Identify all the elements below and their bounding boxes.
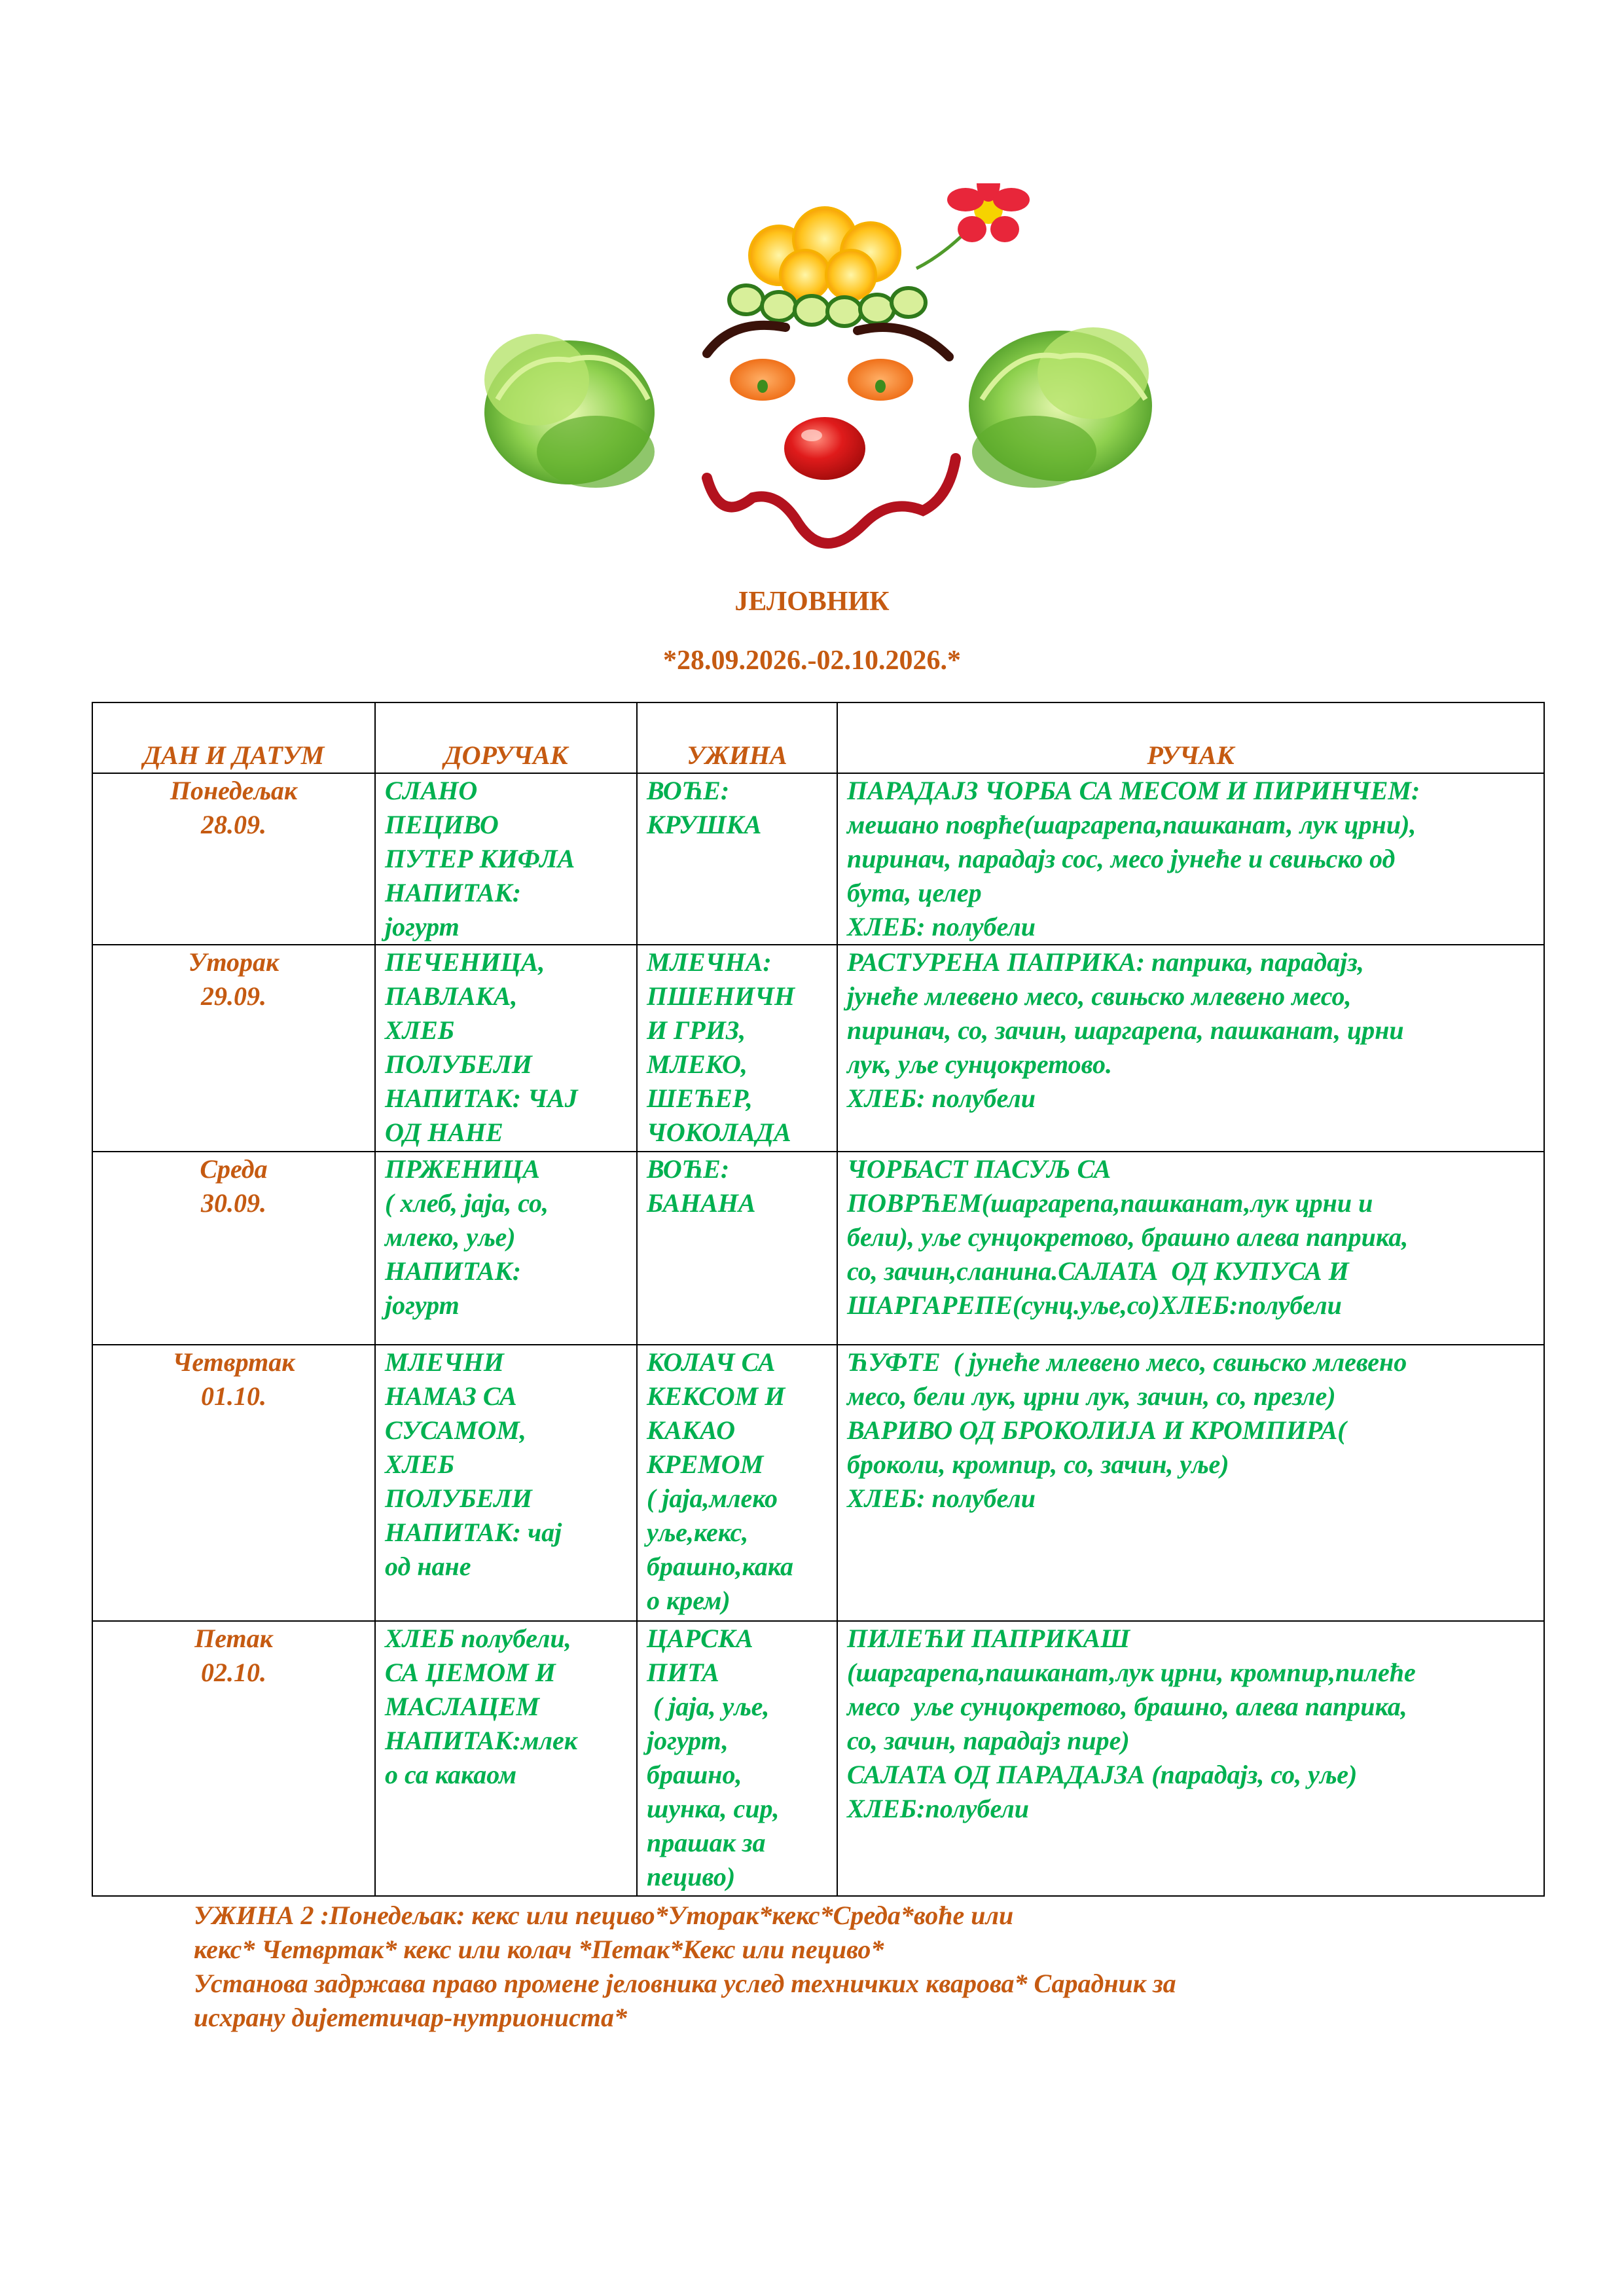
table-row — [92, 1152, 1544, 1345]
day-name: Понедељак — [170, 776, 298, 805]
lunch-line: ШАРГАРЕПЕ(сунц.уље,со)ХЛЕБ:полубели — [847, 1290, 1342, 1320]
breakfast-line: јогурт — [385, 912, 460, 941]
day-cell — [92, 773, 375, 945]
snack-line: ( јаја,млеко — [647, 1484, 778, 1513]
lunch-line: ПИЛЕЋИ ПАПРИКАШ — [847, 1624, 1130, 1653]
lunch-line: ВАРИВО ОД БРОКОЛИЈА И КРОМПИРА( — [847, 1415, 1346, 1445]
breakfast-line: ( хлеб, јаја, со, — [385, 1188, 549, 1218]
lunch-line: со, зачин,сланина.САЛАТА ОД КУПУСА И — [847, 1256, 1349, 1286]
snack-line: ЦАРСКА — [647, 1624, 753, 1653]
lunch-line: лук, уље сунцокретово. — [847, 1049, 1113, 1079]
note-line: УЖИНА 2 :Понедељак: кекс или пециво*Уторак*кекс*Среда*воће или — [194, 1901, 1014, 1930]
lunch-line: ХЛЕБ: полубели — [847, 912, 1036, 941]
breakfast-line: НАМАЗ СА — [385, 1381, 517, 1411]
snack-line: КРЕМОМ — [647, 1449, 764, 1479]
eyebrow-right-icon — [857, 327, 949, 357]
breakfast-cell — [375, 773, 637, 945]
lunch-line: месо, бели лук, црни лук, зачин, со, презле) — [847, 1381, 1336, 1411]
breakfast-line: ПОЛУБЕЛИ — [385, 1049, 532, 1079]
snack-line: ПШЕНИЧН — [647, 981, 795, 1011]
lunch-line: броколи, кромпир, со, зачин, уље) — [847, 1449, 1229, 1479]
table-row — [92, 945, 1544, 1152]
snack-line: ВОЋЕ: — [647, 776, 730, 805]
column-header-breakfast: ДОРУЧАК — [375, 702, 637, 773]
lettuce-right-icon — [969, 327, 1152, 488]
breakfast-line: ПЕЧЕНИЦА, — [385, 947, 545, 977]
menu-table — [92, 702, 1545, 1897]
lunch-cell — [837, 1152, 1544, 1345]
date-range: *28.09.2026.-02.10.2026.* — [663, 646, 961, 676]
lunch-line: ХЛЕБ:полубели — [847, 1794, 1030, 1823]
day-name: Четвртак — [172, 1347, 295, 1377]
day-name: Уторак — [188, 947, 280, 977]
breakfast-cell — [375, 945, 637, 1152]
breakfast-line: јогурт — [385, 1290, 460, 1320]
lunch-cell — [837, 1345, 1544, 1621]
breakfast-line: ПУТЕР КИФЛА — [385, 844, 575, 873]
column-header-lunch: РУЧАК — [837, 702, 1544, 773]
column-header-day: ДАН И ДАТУМ — [92, 702, 375, 773]
day-cell — [92, 1345, 375, 1621]
breakfast-line: СА ЏЕМОМ И — [385, 1658, 556, 1687]
breakfast-line: НАПИТАК: ЧАЈ — [385, 1084, 578, 1113]
lunch-line: ЋУФТЕ ( јунеће млевено месо, свињско млевено — [847, 1347, 1407, 1377]
lunch-line: САЛАТА ОД ПАРАДАЈЗА (парадајз, со, уље) — [847, 1760, 1358, 1789]
snack-line: јогурт, — [647, 1726, 729, 1755]
strawberry-flower-icon — [916, 183, 1030, 268]
note-line: исхрану дијететичар-нутриониста* — [194, 2003, 627, 2032]
snack-line: прашак за — [647, 1828, 766, 1857]
note-line: кекс* Четвртак* кекс или колач *Петак*Кекс или пециво* — [194, 1935, 884, 1964]
lunch-line: бели), уље сунцокретово, брашно алева паприка, — [847, 1222, 1409, 1252]
snack-line: КАКАО — [647, 1415, 735, 1445]
snack-line: ( јаја, уље, — [647, 1692, 770, 1721]
day-cell — [92, 945, 375, 1152]
cucumber-brim-icon — [729, 285, 926, 326]
snack-line: БАНАНА — [647, 1188, 756, 1218]
day-date: 29.09. — [201, 981, 266, 1011]
breakfast-line: СУСАМОМ, — [385, 1415, 526, 1445]
lunch-line: пиринач, со, зачин, шаргарепа, пашканат, црни — [847, 1015, 1404, 1045]
eyebrow-left-icon — [707, 325, 785, 354]
lunch-line: месо уље сунцокретово, брашно, алева паприка, — [847, 1692, 1407, 1721]
lunch-line: (шаргарепа,пашканат,лук црни, кромпир,пилеће — [847, 1658, 1416, 1687]
day-date: 28.09. — [201, 810, 266, 839]
lunch-line: пиринач, парадајз сос, месо јунеће и свињско од — [847, 844, 1396, 873]
breakfast-line: НАПИТАК: — [385, 878, 522, 907]
snack-line: о крем) — [647, 1586, 731, 1615]
lettuce-left-icon — [484, 334, 655, 488]
breakfast-line: ПОЛУБЕЛИ — [385, 1484, 532, 1513]
day-cell — [92, 1152, 375, 1345]
snack-cell — [637, 945, 837, 1152]
snack-line: ЧОКОЛАДА — [647, 1118, 791, 1147]
breakfast-line: млеко, уље) — [385, 1222, 516, 1252]
snack-cell — [637, 773, 837, 945]
breakfast-line: ПАВЛАКА, — [385, 981, 518, 1011]
snack-line: КЕКСОМ И — [647, 1381, 785, 1411]
snack-line: ВОЋЕ: — [647, 1154, 730, 1184]
snack-line: уље,кекс, — [647, 1518, 749, 1547]
lunch-line: јунеће млевено месо, свињско млевено месо, — [847, 981, 1352, 1011]
breakfast-line: МАСЛАЦЕМ — [385, 1692, 539, 1721]
snack-line: МЛЕЧНА: — [647, 947, 772, 977]
page-title: ЈЕЛОВНИК — [734, 587, 890, 617]
day-name: Петак — [194, 1624, 273, 1653]
breakfast-line: НАПИТАК:млек — [385, 1726, 578, 1755]
snack-line: КРУШКА — [647, 810, 762, 839]
breakfast-cell — [375, 1345, 637, 1621]
snack-cell — [637, 1152, 837, 1345]
lunch-line: ПАРАДАЈЗ ЧОРБА СА МЕСОМ И ПИРИНЧЕМ: — [847, 776, 1420, 805]
lunch-cell — [837, 945, 1544, 1152]
footer-notes — [194, 1899, 1437, 2035]
breakfast-line: МЛЕЧНИ — [385, 1347, 504, 1377]
day-date: 01.10. — [201, 1381, 266, 1411]
day-date: 30.09. — [201, 1188, 266, 1218]
snack-line: МЛЕКО, — [647, 1049, 748, 1079]
breakfast-cell — [375, 1152, 637, 1345]
tomato-nose-icon — [784, 417, 865, 480]
lunch-line: ЧОРБАСТ ПАСУЉ СА — [847, 1154, 1111, 1184]
snack-line: ШЕЋЕР, — [647, 1084, 753, 1113]
column-header-snack: УЖИНА — [637, 702, 837, 773]
lunch-line: ХЛЕБ: полубели — [847, 1084, 1036, 1113]
day-name: Среда — [200, 1154, 268, 1184]
table-row — [92, 773, 1544, 945]
note-line: Установа задржава право промене јеловника услед техничких кварова* Сарадник за — [194, 1969, 1176, 1998]
lunch-line: мешано поврће(шаргарепа,пашканат, лук црни), — [847, 810, 1416, 839]
lunch-line: ПОВРЋЕМ(шаргарепа,пашканат,лук црни и — [847, 1188, 1373, 1218]
lunch-line: бута, целер — [847, 878, 982, 907]
carrot-eye-left-icon — [730, 359, 795, 401]
lunch-line: со, зачин, парадајз пире) — [847, 1726, 1130, 1755]
breakfast-line: о са какаом — [385, 1760, 517, 1789]
breakfast-line: ПЕЦИВО — [385, 810, 499, 839]
carrot-eye-right-icon — [848, 359, 913, 401]
table-row — [92, 1345, 1544, 1621]
snack-line: И ГРИЗ, — [647, 1015, 746, 1045]
breakfast-line: ХЛЕБ — [385, 1449, 455, 1479]
day-date: 02.10. — [201, 1658, 266, 1687]
snack-cell — [637, 1621, 837, 1896]
orange-slices-hat-icon — [749, 208, 900, 300]
breakfast-line: НАПИТАК: чај — [385, 1518, 562, 1547]
breakfast-line: СЛАНО — [385, 776, 478, 805]
snack-line: шунка, сир, — [647, 1794, 780, 1823]
snack-line: брашно, — [647, 1760, 742, 1789]
lunch-line: РАСТУРЕНА ПАПРИКА: паприка, парадајз, — [847, 947, 1364, 977]
snack-line: КОЛАЧ СА — [647, 1347, 776, 1377]
snack-line: брашно,кака — [647, 1552, 794, 1581]
breakfast-cell — [375, 1621, 637, 1896]
snack-line: пециво) — [647, 1862, 736, 1891]
snack-line: ПИТА — [647, 1658, 719, 1687]
lunch-cell — [837, 773, 1544, 945]
lunch-line: ХЛЕБ: полубели — [847, 1484, 1036, 1513]
lunch-cell — [837, 1621, 1544, 1896]
breakfast-line: од нане — [385, 1552, 471, 1581]
table-header-row — [92, 702, 1544, 773]
breakfast-line: ОД НАНЕ — [385, 1118, 503, 1147]
day-cell — [92, 1621, 375, 1896]
table-row — [92, 1621, 1544, 1896]
breakfast-line: НАПИТАК: — [385, 1256, 522, 1286]
breakfast-line: ПРЖЕНИЦА — [385, 1154, 540, 1184]
snack-cell — [637, 1345, 837, 1621]
breakfast-line: ХЛЕБ — [385, 1015, 455, 1045]
breakfast-line: ХЛЕБ полубели, — [385, 1624, 571, 1653]
vegetable-clown-illustration — [471, 183, 1165, 576]
